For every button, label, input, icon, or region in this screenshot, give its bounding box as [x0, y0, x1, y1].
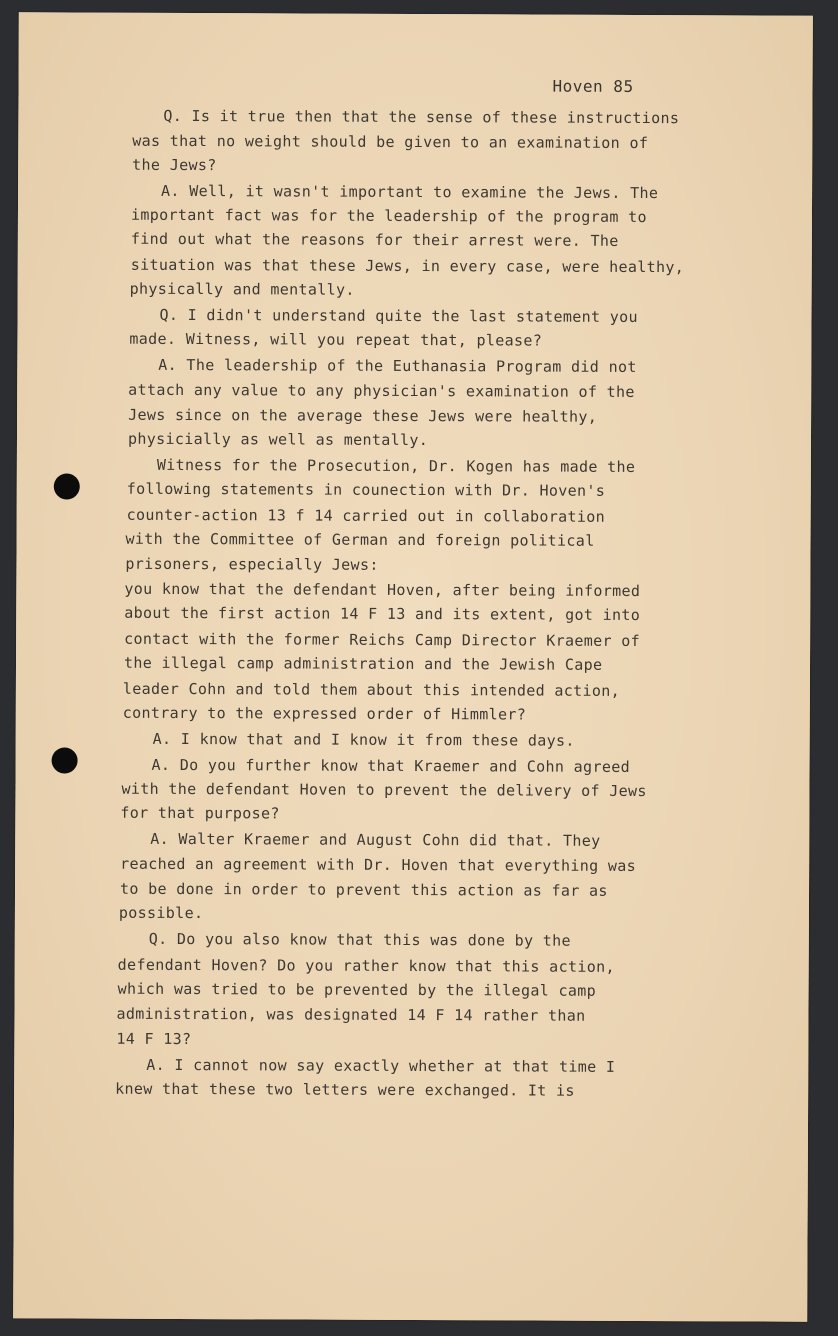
transcript-line: to be done in order to prevent this action as far as	[119, 879, 608, 900]
transcript-line: attach any value to any physician's examination of the	[128, 380, 635, 401]
transcript-line: find out what the reasons for their arrest were. The	[130, 229, 619, 250]
transcript-line: you know that the defendant Hoven, after being informed	[124, 579, 641, 600]
transcript-line: leader Cohn and told them about this intended action,	[122, 679, 621, 700]
transcript-line: following statements in counection with Dr. Hoven's	[126, 479, 606, 500]
transcript-line: Q. Is it true then that the sense of these instructions	[163, 106, 680, 128]
transcript-line: important fact was for the leadership of the program to	[130, 205, 647, 227]
transcript-line: Q. I didn't understand quite the last statement you	[159, 305, 638, 326]
transcript-line: A. Walter Kraemer and August Cohn did that. They	[150, 829, 601, 850]
transcript-body	[13, 12, 813, 1321]
transcript-line: which was tried to be prevented by the illegal camp	[117, 979, 597, 1000]
transcript-line: defendant Hoven? Do you rather know that this action,	[117, 955, 615, 976]
transcript-line: A. The leadership of the Euthanasia Program did not	[158, 355, 637, 376]
transcript-line: 14 F 13?	[116, 1029, 192, 1049]
transcript-line: about the first action 14 F 13 and its extent, got into	[124, 603, 641, 624]
transcript-line: A. Do you further know that Kraemer and Cohn agreed	[151, 755, 631, 776]
transcript-line: made. Witness, will you repeat that, please?	[129, 329, 543, 350]
page-number: Hoven 85	[552, 76, 634, 96]
transcript-line: physicially as well as mentally.	[127, 429, 429, 450]
transcript-line: reached an agreement with Dr. Hoven that everything was	[120, 854, 637, 875]
transcript-line: for that purpose?	[120, 803, 280, 823]
transcript-line: knew that these two letters were exchanged. It is	[115, 1079, 575, 1100]
transcript-line: the Jews?	[132, 155, 217, 175]
transcript-line: Jews since on the average these Jews were healthy,	[128, 405, 598, 426]
document-page	[13, 12, 813, 1321]
transcript-line: A. Well, it wasn't important to examine the Jews. The	[161, 181, 659, 203]
transcript-line: A. I know that and I know it from these days.	[152, 729, 575, 750]
transcript-line: was that no weight should be given to an examination of	[132, 131, 649, 153]
transcript-line: the illegal camp administration and the Jewish Cape	[123, 653, 603, 674]
transcript-line: administration, was designated 14 F 14 rather than	[116, 1004, 586, 1025]
transcript-line: Q. Do you also know that this was done by the	[148, 929, 571, 950]
transcript-line: possible.	[118, 903, 204, 923]
transcript-line: physically and mentally.	[129, 279, 355, 299]
transcript-line: Witness for the Prosecution, Dr. Kogen has made the	[156, 455, 636, 476]
transcript-line: situation was that these Jews, in every case, were healthy,	[130, 255, 685, 277]
transcript-line: with the Committee of German and foreign political	[125, 529, 595, 550]
transcript-line: contact with the former Reichs Camp Director Kraemer of	[124, 629, 641, 650]
transcript-line: A. I cannot now say exactly whether at that time I	[146, 1055, 616, 1076]
transcript-line: prisoners, especially Jews:	[125, 554, 379, 574]
transcript-line: with the defendant Hoven to prevent the delivery of Jews	[121, 779, 647, 801]
transcript-line: counter-action 13 f 14 carried out in collaboration	[126, 505, 606, 526]
transcript-line: contrary to the expressed order of Himmler?	[122, 703, 527, 724]
